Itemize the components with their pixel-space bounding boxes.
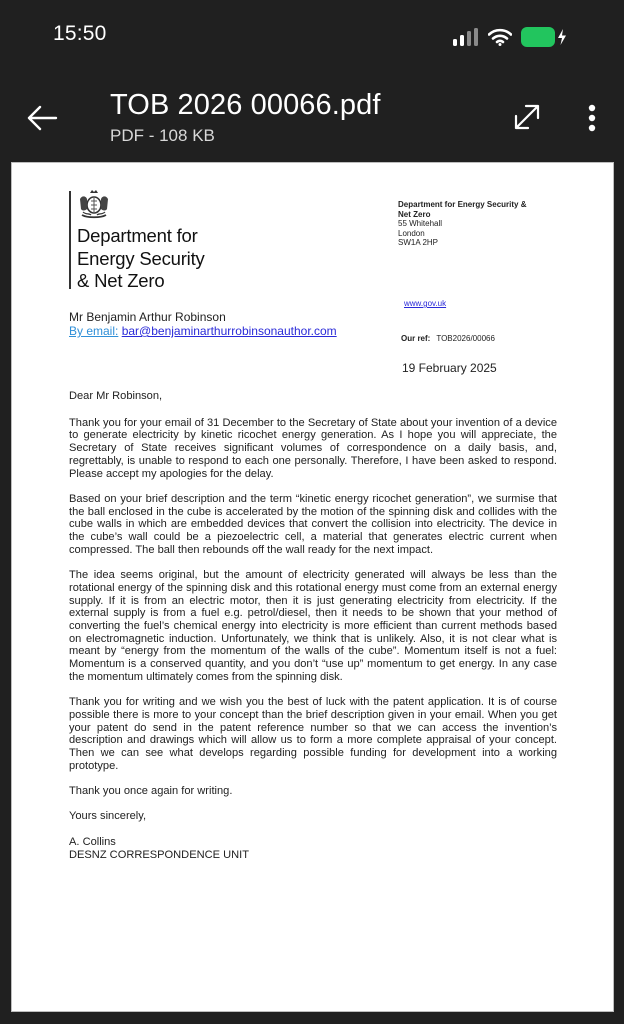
status-icons — [453, 26, 568, 48]
paragraph: Thank you once again for writing. — [69, 785, 233, 798]
status-bar — [0, 0, 624, 70]
expand-button[interactable] — [508, 98, 546, 136]
pdf-page[interactable] — [11, 162, 614, 1012]
reference-label: Our ref: — [401, 334, 431, 343]
address-street: 55 Whitehall — [398, 219, 443, 229]
website-link[interactable]: www.gov.uk — [404, 299, 447, 308]
closing: Yours sincerely, — [69, 810, 147, 823]
status-time: 15:50 — [53, 22, 107, 45]
recipient-email-link[interactable]: bar@benjaminarthurrobinsonauthor.com — [121, 324, 337, 338]
signatory-unit: DESNZ CORRESPONDENCE UNIT — [69, 848, 249, 861]
reference — [401, 334, 495, 343]
file-title: TOB 2026 00066.pdf — [110, 89, 381, 121]
battery-charging-icon — [521, 27, 568, 47]
arrow-left-icon — [26, 104, 58, 132]
address-city: London — [398, 228, 425, 238]
paragraph: Based on your brief description and the term “kinetic energy ricochet generation”, we surmise that the ball enclosed in the cube is accelerated by the motion of the spinning disk and collides with the cube walls in which are embedded devices that convert the collision into electricity. The device in the cube’s wall could be a piezoelectric cell, a material that generates electric current when compressed. The ball then rebounds off the wall ready for the next impact. — [69, 492, 557, 556]
more-options-button[interactable] — [578, 98, 606, 138]
more-vertical-icon — [588, 104, 596, 132]
title-block — [110, 88, 381, 146]
recipient-email-line — [69, 324, 337, 338]
back-button[interactable] — [22, 98, 62, 138]
logo-divider — [69, 191, 71, 289]
department-line: Department for — [77, 225, 198, 246]
expand-diagonal-icon — [512, 102, 542, 132]
recipient-name: Mr Benjamin Arthur Robinson — [69, 310, 226, 324]
paragraph: The idea seems original, but the amount of electricity generated will always be less than the rotational energy of the spinning disk and this rotational energy must come from an external energy supply. If it is from an electric motor, then it is just generating electricity from electricity. If the external supply is from a fuel e.g. petrol/diesel, then it needs to be shown that your method of converting the fuel’s chemical energy into electricity is more efficient than current methods based on electromagnetic induction. Unfortunately, we think that is unlikely. Also, it is not clear what is meant by “energy from the momentum of the walls of the cube”. Momentum itself is not a fuel: Momentum is a conserved quantity, and you don’t “use up” momentum to get energy. In any case the momentum ultimately comes from the spinning disk. — [69, 569, 557, 683]
signal-icon — [453, 28, 478, 46]
address-name: Net Zero — [398, 209, 431, 219]
wifi-icon — [488, 28, 512, 46]
email-label-link[interactable]: By email: — [69, 324, 119, 338]
battery-level — [521, 27, 555, 47]
address-postcode: SW1A 2HP — [398, 238, 439, 248]
salutation: Dear Mr Robinson, — [69, 390, 163, 402]
signature-block — [69, 836, 557, 861]
app-bar — [0, 80, 624, 160]
royal-coat-of-arms-icon — [77, 189, 111, 221]
signatory: A. Collins — [69, 835, 116, 848]
department-line: & Net Zero — [77, 270, 165, 291]
charging-bolt-icon — [556, 28, 568, 46]
recipient — [69, 310, 337, 338]
sender-address — [398, 200, 526, 248]
letter-body — [69, 390, 557, 861]
paragraph: Thank you for writing and we wish you the best of luck with the patent application. It is of course possible there is more to your concept than the brief description given in your email. When you get your patent do send in the patent reference number so that we can access the invention’s description and drawings which will allow us to form a more complete appraisal of your concept. Then we can see what develops regarding possible funding for development into a working prototype. — [69, 696, 557, 772]
department-line: Energy Security — [77, 247, 205, 269]
reference-value: TOB2026/00066 — [436, 334, 495, 343]
address-name: Department for Energy Security & — [398, 200, 527, 209]
paragraph: Thank you for your email of 31 December to the Secretary of State about your invention of a device to generate electricity by kinetic ricochet energy generation. As I hope you will appreciate, the Secretary of State receives significant volumes of correspondence on a daily basis, and, regrettably, is unable to respond to each one personally. Therefore, I have been asked to respond. Please accept my apologies for the delay. — [69, 416, 557, 480]
department-name — [77, 225, 205, 293]
file-meta: PDF - 108 KB — [110, 126, 215, 145]
letter-date: 19 February 2025 — [402, 361, 497, 375]
